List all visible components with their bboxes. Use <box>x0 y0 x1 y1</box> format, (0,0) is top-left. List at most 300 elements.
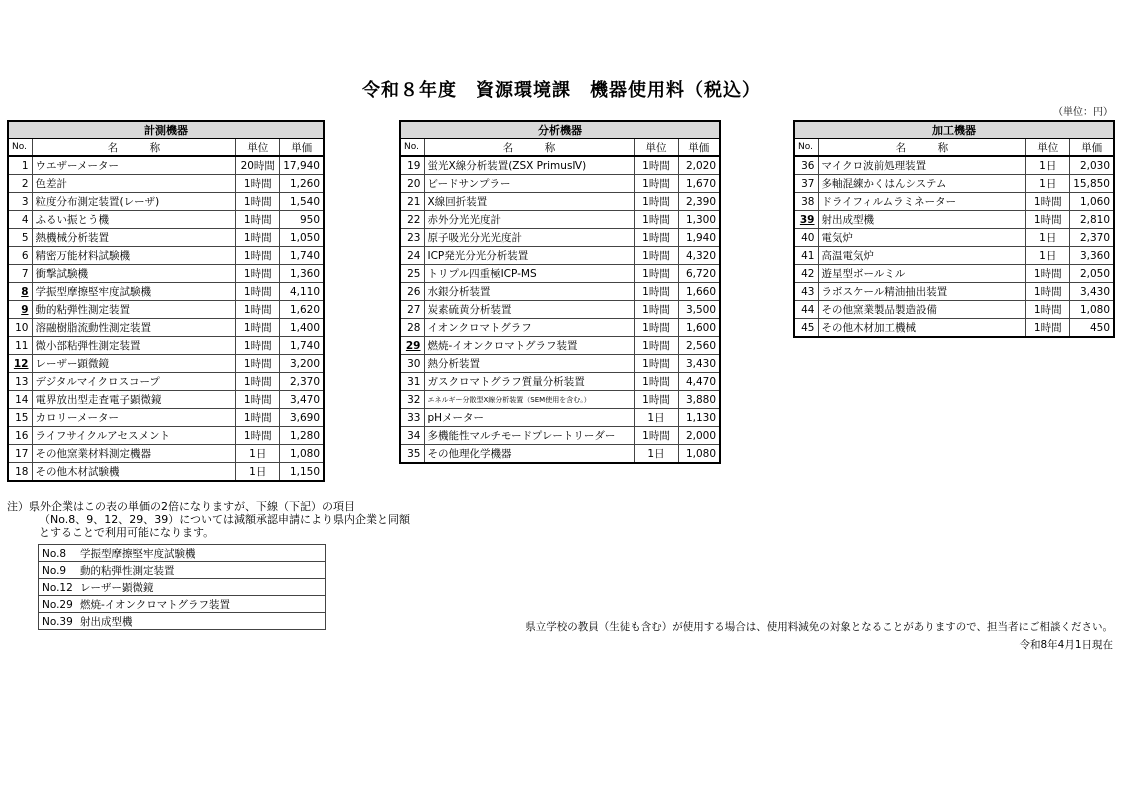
item-name: 炭素硫黄分析装置 <box>424 301 634 319</box>
item-number-text: 20 <box>407 177 421 190</box>
reduced-item <box>39 596 326 613</box>
item-unit: 1時間 <box>236 193 280 211</box>
item-name: その他窯業製品製造設備 <box>818 301 1026 319</box>
item-number-text: 6 <box>21 249 29 262</box>
item-number <box>8 391 32 409</box>
item-price: 2,030 <box>1070 156 1114 175</box>
item-number-text: 12 <box>13 357 29 370</box>
item-unit: 1時間 <box>634 427 678 445</box>
item-price: 4,110 <box>280 283 324 301</box>
reduced-item-name: レーザー顕微鏡 <box>80 581 154 594</box>
item-unit: 1時間 <box>634 391 678 409</box>
item-price: 1,360 <box>280 265 324 283</box>
item-price: 1,400 <box>280 319 324 337</box>
item-unit: 1時間 <box>634 175 678 193</box>
item-number <box>400 409 424 427</box>
item-name: 熱分析装置 <box>424 355 634 373</box>
reduced-item-row <box>39 545 326 562</box>
item-number-text: 36 <box>801 159 815 172</box>
item-unit: 1時間 <box>634 373 678 391</box>
column-header-name: 名 称 <box>818 139 1026 157</box>
reduced-item <box>39 579 326 596</box>
item-unit: 1時間 <box>634 229 678 247</box>
item-price: 2,000 <box>678 427 720 445</box>
item-name: 多機能性マルチモードプレートリーダー <box>424 427 634 445</box>
item-name: 微小部粘弾性測定装置 <box>32 337 236 355</box>
item-unit: 1日 <box>1026 229 1070 247</box>
item-number <box>8 319 32 337</box>
item-price: 1,740 <box>280 247 324 265</box>
table-row <box>8 463 324 482</box>
item-price: 3,430 <box>678 355 720 373</box>
category-header: 加工機器 <box>794 121 1114 139</box>
table-row <box>794 301 1114 319</box>
item-price: 2,560 <box>678 337 720 355</box>
table-row <box>8 319 324 337</box>
table-row <box>8 373 324 391</box>
table-row <box>8 427 324 445</box>
item-number-text: 30 <box>407 357 421 370</box>
item-number <box>400 391 424 409</box>
item-unit: 1時間 <box>1026 211 1070 229</box>
item-number-text: 42 <box>801 267 815 280</box>
item-number <box>400 445 424 464</box>
measurement-equipment-table <box>7 120 325 482</box>
item-unit: 1日 <box>236 463 280 482</box>
item-unit: 1時間 <box>236 175 280 193</box>
item-number-text: 16 <box>15 429 29 442</box>
item-number <box>8 355 32 373</box>
item-price: 1,620 <box>280 301 324 319</box>
item-name: その他窯業材料測定機器 <box>32 445 236 463</box>
table-row <box>8 175 324 193</box>
item-number <box>400 193 424 211</box>
item-price: 1,670 <box>678 175 720 193</box>
item-number <box>400 283 424 301</box>
item-number <box>8 265 32 283</box>
item-name: 熱機械分析装置 <box>32 229 236 247</box>
table-row <box>400 301 720 319</box>
item-price: 3,500 <box>678 301 720 319</box>
item-price: 3,880 <box>678 391 720 409</box>
item-price: 1,060 <box>1070 193 1114 211</box>
item-name: 赤外分光光度計 <box>424 211 634 229</box>
item-unit: 1時間 <box>236 283 280 301</box>
table-row <box>794 175 1114 193</box>
item-name: X線回折装置 <box>424 193 634 211</box>
item-name: 衝撃試験機 <box>32 265 236 283</box>
item-price: 4,470 <box>678 373 720 391</box>
table-row <box>8 265 324 283</box>
reduced-item-row <box>39 579 326 596</box>
item-unit: 1時間 <box>236 247 280 265</box>
table-row <box>400 211 720 229</box>
item-number <box>794 319 818 338</box>
item-number-text: 37 <box>801 177 815 190</box>
item-unit: 1時間 <box>634 301 678 319</box>
item-number <box>8 229 32 247</box>
item-number-text: 32 <box>407 393 421 406</box>
item-number-text: 25 <box>407 267 421 280</box>
item-unit: 20時間 <box>236 156 280 175</box>
item-number-text: 10 <box>15 321 29 334</box>
item-price: 1,600 <box>678 319 720 337</box>
column-header-unit: 単位 <box>634 139 678 157</box>
reduced-item-number: No.12 <box>42 581 73 594</box>
table-row <box>400 319 720 337</box>
item-price: 2,370 <box>1070 229 1114 247</box>
table-row <box>8 445 324 463</box>
note-line-2: （No.8、9、12、29、39）については減額承認申請により県内企業と同額 <box>39 513 411 526</box>
item-unit: 1時間 <box>634 193 678 211</box>
item-price: 2,050 <box>1070 265 1114 283</box>
reduced-item-name: 動的粘弾性測定装置 <box>80 564 175 577</box>
item-name: 色差計 <box>32 175 236 193</box>
item-price: 1,540 <box>280 193 324 211</box>
table-row <box>400 337 720 355</box>
table-row <box>8 156 324 175</box>
item-unit: 1日 <box>1026 247 1070 265</box>
item-name: ガスクロマトグラフ質量分析装置 <box>424 373 634 391</box>
item-name: デジタルマイクロスコープ <box>32 373 236 391</box>
item-price: 1,080 <box>1070 301 1114 319</box>
item-name: カロリーメーター <box>32 409 236 427</box>
reduced-item-name: 射出成型機 <box>80 615 133 628</box>
item-name: pHメーター <box>424 409 634 427</box>
item-number <box>8 373 32 391</box>
item-unit: 1時間 <box>634 211 678 229</box>
item-number-text: 31 <box>407 375 421 388</box>
item-price: 1,940 <box>678 229 720 247</box>
item-name: 蛍光X線分析装置(ZSX PrimusⅣ) <box>424 156 634 175</box>
reduced-item <box>39 562 326 579</box>
item-price: 4,320 <box>678 247 720 265</box>
item-price: 3,200 <box>280 355 324 373</box>
item-unit: 1時間 <box>634 355 678 373</box>
item-number-text: 9 <box>21 303 29 316</box>
item-name: その他理化学機器 <box>424 445 634 464</box>
item-unit: 1日 <box>1026 175 1070 193</box>
item-number <box>400 427 424 445</box>
item-price: 1,280 <box>280 427 324 445</box>
item-name: 燃焼-イオンクロマトグラフ装置 <box>424 337 634 355</box>
item-unit: 1日 <box>236 445 280 463</box>
item-unit: 1時間 <box>236 373 280 391</box>
item-unit: 1時間 <box>634 337 678 355</box>
item-price: 1,260 <box>280 175 324 193</box>
reduced-item-number: No.9 <box>42 564 67 577</box>
item-name: 遊星型ボールミル <box>818 265 1026 283</box>
item-number-text: 24 <box>407 249 421 262</box>
item-unit: 1時間 <box>236 409 280 427</box>
item-number <box>794 229 818 247</box>
table-row <box>8 409 324 427</box>
item-number <box>400 156 424 175</box>
item-number <box>400 265 424 283</box>
item-number-text: 19 <box>407 159 421 172</box>
item-price: 1,080 <box>280 445 324 463</box>
item-name: 射出成型機 <box>818 211 1026 229</box>
item-number <box>400 373 424 391</box>
table-row <box>8 193 324 211</box>
item-name: その他木材加工機械 <box>818 319 1026 338</box>
item-price: 1,130 <box>678 409 720 427</box>
item-price: 3,470 <box>280 391 324 409</box>
item-number-text: 15 <box>15 411 29 424</box>
item-name: ライフサイクルアセスメント <box>32 427 236 445</box>
item-number-text: 8 <box>21 285 29 298</box>
item-price: 1,740 <box>280 337 324 355</box>
item-number-text: 4 <box>21 213 29 226</box>
item-price: 6,720 <box>678 265 720 283</box>
item-number-text: 34 <box>407 429 421 442</box>
item-price: 17,940 <box>280 156 324 175</box>
table-row <box>794 247 1114 265</box>
item-price: 2,390 <box>678 193 720 211</box>
item-unit: 1時間 <box>1026 301 1070 319</box>
item-number-text: 11 <box>15 339 29 352</box>
item-number-text: 33 <box>407 411 421 424</box>
item-name: ウエザーメーター <box>32 156 236 175</box>
item-unit: 1時間 <box>1026 319 1070 338</box>
item-unit: 1時間 <box>236 319 280 337</box>
table-row <box>400 229 720 247</box>
table-row <box>400 427 720 445</box>
item-name: ビードサンプラー <box>424 175 634 193</box>
column-header-unit: 単位 <box>1026 139 1070 157</box>
item-name: 学振型摩擦堅牢度試験機 <box>32 283 236 301</box>
item-unit: 1時間 <box>236 391 280 409</box>
category-row <box>794 121 1114 139</box>
reduced-item-number: No.8 <box>42 547 67 560</box>
item-number <box>8 283 32 301</box>
item-number-text: 13 <box>15 375 29 388</box>
item-price: 1,660 <box>678 283 720 301</box>
item-price: 3,430 <box>1070 283 1114 301</box>
item-number <box>8 337 32 355</box>
item-name: その他木材試験機 <box>32 463 236 482</box>
item-name: マイクロ波前処理装置 <box>818 156 1026 175</box>
column-header-name: 名 称 <box>32 139 236 157</box>
item-number <box>794 265 818 283</box>
item-number-text: 14 <box>15 393 29 406</box>
reduced-item-name: 燃焼-イオンクロマトグラフ装置 <box>80 598 231 611</box>
item-unit: 1時間 <box>634 247 678 265</box>
table-row <box>400 175 720 193</box>
table-row <box>400 355 720 373</box>
table-row <box>400 373 720 391</box>
category-row <box>8 121 324 139</box>
table-row <box>8 211 324 229</box>
table-row <box>400 391 720 409</box>
table-row <box>8 391 324 409</box>
item-number <box>794 301 818 319</box>
table-row <box>400 193 720 211</box>
item-number-text: 2 <box>21 177 29 190</box>
item-number <box>400 211 424 229</box>
item-number <box>400 337 424 355</box>
item-name: ドライフィルムラミネーター <box>818 193 1026 211</box>
out-of-prefecture-note <box>7 500 410 539</box>
column-header-no: No. <box>400 139 424 157</box>
item-number <box>400 301 424 319</box>
item-number-text: 23 <box>407 231 421 244</box>
item-name: 動的粘弾性測定装置 <box>32 301 236 319</box>
item-unit: 1日 <box>634 409 678 427</box>
item-number-text: 29 <box>405 339 421 352</box>
item-number <box>8 409 32 427</box>
item-name: 原子吸光分光光度計 <box>424 229 634 247</box>
item-price: 15,850 <box>1070 175 1114 193</box>
table-row <box>794 229 1114 247</box>
item-number <box>400 355 424 373</box>
item-number <box>400 319 424 337</box>
item-number <box>8 211 32 229</box>
item-number-text: 21 <box>407 195 421 208</box>
item-number-text: 40 <box>801 231 815 244</box>
item-unit: 1時間 <box>236 211 280 229</box>
table-row <box>794 283 1114 301</box>
table-row <box>794 319 1114 338</box>
item-number-text: 22 <box>407 213 421 226</box>
item-number-text: 1 <box>21 159 29 172</box>
table-row <box>8 247 324 265</box>
item-number <box>8 156 32 175</box>
item-number-text: 43 <box>801 285 815 298</box>
item-number <box>794 211 818 229</box>
item-number-text: 27 <box>407 303 421 316</box>
table-row <box>400 283 720 301</box>
item-number-text: 17 <box>15 447 29 460</box>
table-row <box>400 265 720 283</box>
item-price: 2,370 <box>280 373 324 391</box>
category-header: 分析機器 <box>400 121 720 139</box>
reduced-item-name: 学振型摩擦堅牢度試験機 <box>80 547 196 560</box>
table-row <box>400 247 720 265</box>
table-row <box>8 229 324 247</box>
item-number <box>400 247 424 265</box>
item-name: 高温電気炉 <box>818 247 1026 265</box>
item-unit: 1時間 <box>634 156 678 175</box>
reduced-item-row <box>39 596 326 613</box>
column-header-price: 単価 <box>678 139 720 157</box>
item-price: 3,360 <box>1070 247 1114 265</box>
item-price: 450 <box>1070 319 1114 338</box>
item-number <box>8 427 32 445</box>
item-number-text: 45 <box>801 321 815 334</box>
item-name: 電気炉 <box>818 229 1026 247</box>
category-row <box>400 121 720 139</box>
item-number <box>794 193 818 211</box>
item-unit: 1時間 <box>634 265 678 283</box>
item-name: エネルギー分散型X線分析装置（SEM使用を含む。） <box>424 391 634 409</box>
item-unit: 1時間 <box>236 337 280 355</box>
unit-note: （単位：円） <box>1053 107 1113 118</box>
table-row <box>8 301 324 319</box>
column-header-unit: 単位 <box>236 139 280 157</box>
reduced-fee-items-table <box>38 544 326 630</box>
item-price: 1,050 <box>280 229 324 247</box>
table-row <box>8 355 324 373</box>
column-header-row <box>794 139 1114 157</box>
column-header-row <box>400 139 720 157</box>
reduced-item-number: No.39 <box>42 615 73 628</box>
item-unit: 1時間 <box>634 283 678 301</box>
item-number <box>400 229 424 247</box>
table-row <box>8 283 324 301</box>
column-header-row <box>8 139 324 157</box>
item-unit: 1時間 <box>236 265 280 283</box>
reduced-item-row <box>39 613 326 630</box>
item-number-text: 7 <box>21 267 29 280</box>
item-unit: 1時間 <box>1026 193 1070 211</box>
item-unit: 1時間 <box>1026 265 1070 283</box>
note-line-3: とすることで利用可能になります。 <box>39 526 215 539</box>
column-header-name: 名 称 <box>424 139 634 157</box>
item-unit: 1日 <box>1026 156 1070 175</box>
item-price: 1,080 <box>678 445 720 464</box>
school-discount-note: 県立学校の教員（生徒も含む）が使用する場合は、使用料減免の対象となることがありますので、担当者にご相談ください。 <box>525 621 1113 633</box>
item-unit: 1時間 <box>236 427 280 445</box>
item-number-text: 5 <box>21 231 29 244</box>
item-price: 1,300 <box>678 211 720 229</box>
reduced-item <box>39 545 326 562</box>
item-number <box>794 283 818 301</box>
item-unit: 1時間 <box>236 355 280 373</box>
item-number-text: 35 <box>407 447 421 460</box>
item-name: 多軸混練かくはんシステム <box>818 175 1026 193</box>
item-name: 水銀分析装置 <box>424 283 634 301</box>
table-row <box>794 193 1114 211</box>
item-price: 2,810 <box>1070 211 1114 229</box>
category-header: 計測機器 <box>8 121 324 139</box>
item-number-text: 18 <box>15 465 29 478</box>
item-price: 950 <box>280 211 324 229</box>
item-name: 粒度分布測定装置(レーザ) <box>32 193 236 211</box>
table-row <box>400 445 720 464</box>
item-unit: 1時間 <box>236 301 280 319</box>
item-number <box>8 193 32 211</box>
table-row <box>400 156 720 175</box>
item-unit: 1時間 <box>634 319 678 337</box>
item-number <box>794 175 818 193</box>
reduced-item <box>39 613 326 630</box>
column-header-no: No. <box>794 139 818 157</box>
item-name: ICP発光分光分析装置 <box>424 247 634 265</box>
item-number <box>8 463 32 482</box>
table-row <box>400 409 720 427</box>
item-unit: 1時間 <box>1026 283 1070 301</box>
column-header-price: 単価 <box>280 139 324 157</box>
item-number <box>400 175 424 193</box>
item-number <box>8 445 32 463</box>
item-number-text: 3 <box>21 195 29 208</box>
table-row <box>8 337 324 355</box>
reduced-item-number: No.29 <box>42 598 73 611</box>
item-price: 1,150 <box>280 463 324 482</box>
item-number <box>8 247 32 265</box>
table-row <box>794 265 1114 283</box>
reduced-item-row <box>39 562 326 579</box>
item-unit: 1日 <box>634 445 678 464</box>
item-price: 2,020 <box>678 156 720 175</box>
table-row <box>794 211 1114 229</box>
item-number <box>794 156 818 175</box>
column-header-price: 単価 <box>1070 139 1114 157</box>
note-line-1: 注）県外企業はこの表の単価の2倍になりますが、下線（下記）の項目 <box>7 500 355 513</box>
item-number-text: 38 <box>801 195 815 208</box>
item-name: イオンクロマトグラフ <box>424 319 634 337</box>
